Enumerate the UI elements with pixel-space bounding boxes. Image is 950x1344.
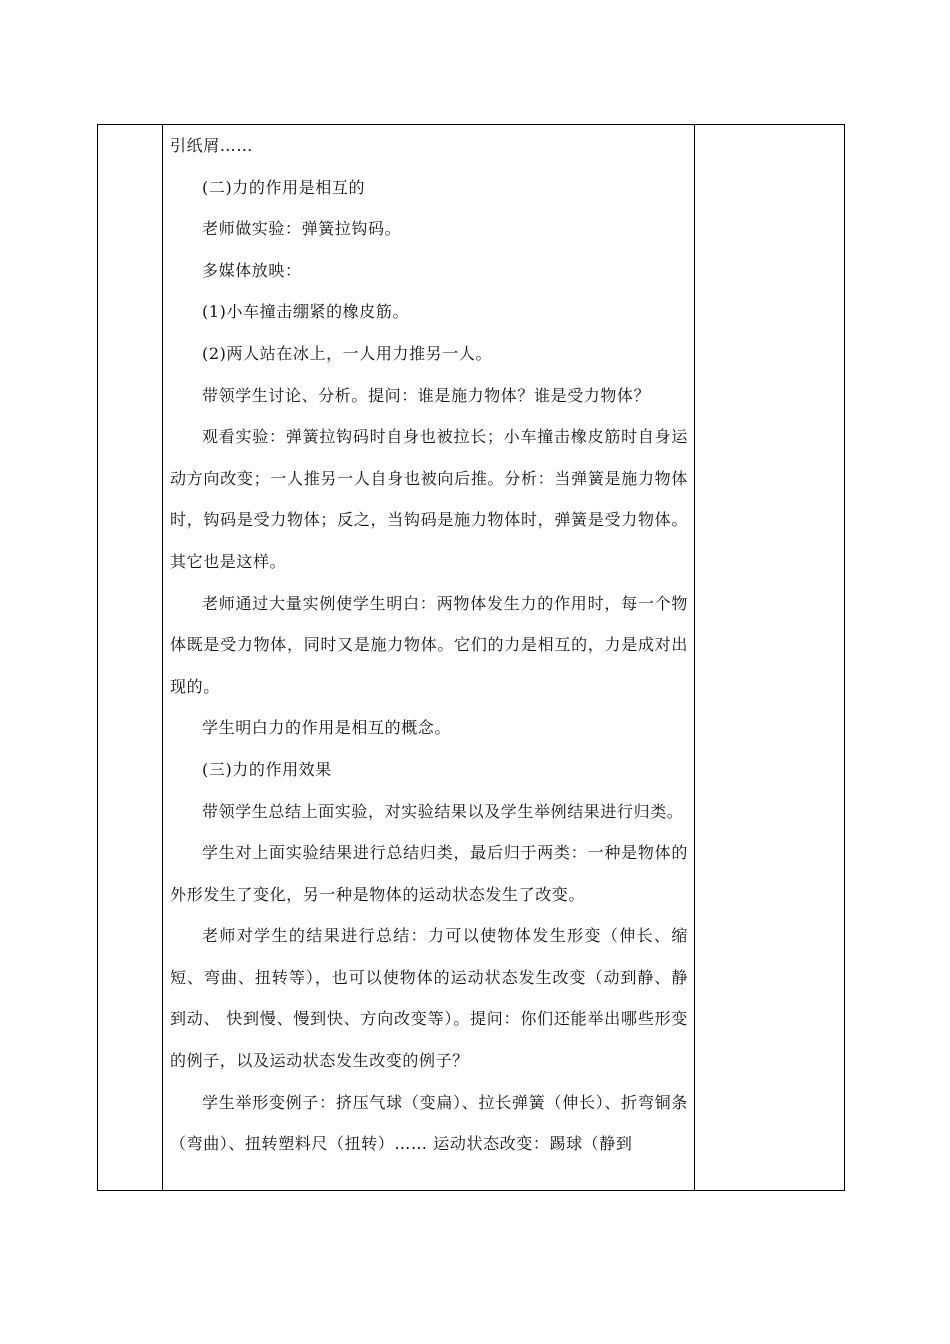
paragraph: 学生明白力的作用是相互的概念。: [202, 718, 452, 738]
paragraph: (1)小车撞击绷紧的橡皮筋。: [202, 302, 410, 322]
lesson-content-cell: [170, 125, 688, 1165]
paragraph: 多媒体放映：: [202, 260, 302, 280]
paragraph: 引纸屑……: [170, 136, 254, 155]
paragraph: 老师做实验：弹簧拉钩码。: [202, 219, 402, 239]
column-divider-left: [162, 125, 163, 1190]
paragraph: (2)两人站在冰上，一人用力推另一人。: [202, 343, 493, 363]
paragraph: 带领学生总结上面实验，对实验结果以及学生举例结果进行归类。: [202, 801, 684, 821]
paragraph: 老师通过大量实例使学生明白：两物体发生力的作用时，每一个物体既是受力物体，同时又是施力物体。它们的力是相互的，力是成对出现的。: [170, 593, 688, 696]
section-heading: (三)力的作用效果: [202, 759, 332, 779]
paragraph: 观看实验：弹簧拉钩码时自身也被拉长；小车撞击橡皮筋时自身运动方向改变；一人推另一人自身也被向后推。分析：当弹簧是施力物体时，钩码是受力物体；反之，当钩码是施力物体时，弹簧是受力物体。其它也是这样。: [170, 427, 688, 571]
paragraph: 老师对学生的结果进行总结：力可以使物体发生形变（伸长、缩短、弯曲、扭转等），也可以使物体的运动状态发生改变（动到静、静到动、 快到慢、慢到快、方向改变等）。提问：你们还能举出哪些形变的例子，以及运动状态发生改变的例子？: [170, 926, 688, 1071]
paragraph: 学生举形变例子：挤压气球（变扁）、拉长弹簧（伸长）、折弯铜条（弯曲）、扭转塑料尺（扭转）…… 运动状态改变：踢球（静到: [170, 1092, 688, 1154]
paragraph: 带领学生讨论、分析。提问：谁是施力物体？谁是受力物体？: [202, 385, 651, 405]
column-divider-right: [694, 125, 695, 1190]
paragraph: 学生对上面实验结果进行总结归类，最后归于两类：一种是物体的外形发生了变化，另一种是物体的运动状态发生了改变。: [170, 843, 688, 904]
lesson-table: [97, 124, 845, 1191]
paragraph: (二)力的作用是相互的: [202, 177, 366, 197]
